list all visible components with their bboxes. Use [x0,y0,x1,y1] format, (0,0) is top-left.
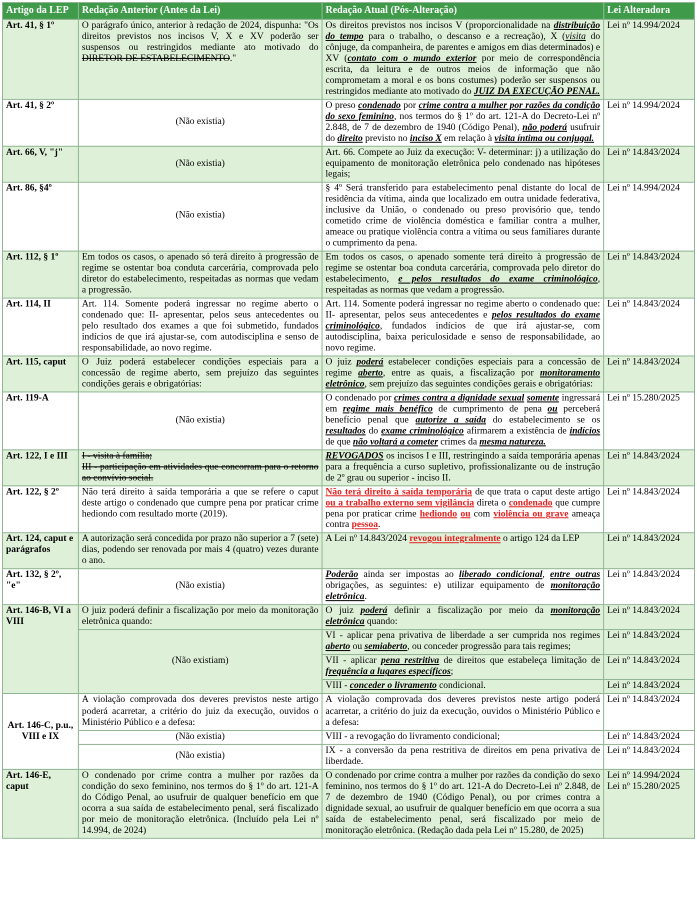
current-text-cell [322,655,604,680]
text-run: . [364,592,367,603]
text-run: , respeitadas as normas que vedam a progressão. [325,274,601,296]
table-row [2,533,694,569]
article-cell: Art. 115, caput [2,356,78,392]
text-run: com [470,509,494,520]
emphasis-text: conceder o livramento [349,681,437,692]
previous-text-cell [78,251,322,298]
emphasis-text: resultados [325,426,366,437]
table-row [2,182,694,251]
text-run: obrigações, as seguintes: e) utilizar equipamento de [325,581,551,592]
emphasis-text: pelos resultados do exame criminológico [325,310,601,332]
text-run: ; [450,667,454,678]
law-reference: Lei nº 15.280/2025 [607,393,680,404]
current-text-cell [322,251,604,298]
text-run: por meio de correspondência escrita, da leitura e de outros meios de informação que não comprometam a moral e os bons costumes) poderão ser suspensos ou restringidos mediante ato motivado do [325,53,601,97]
emphasis-text: visita [565,31,586,42]
emphasis-text: mesma natureza. [479,437,546,448]
previous-text-cell [78,486,322,533]
text-run: Em todos os casos, o apenado somente terá direito à progressão de regime se ostentar boa conduta carcerária, comprovada pelo diretor do estabelecimento, [325,252,601,285]
text-run: Art. 114. Somente poderá ingressar no regime aberto o condenado que: II- apresentar, pelos seus antecedentes ou pelo resultado dos exames a que foi submetido, fundados indícios de que irá ajustar-se, com autodisciplina e senso de responsabilidade, ao novo regime. [81,299,319,354]
emphasis-text: monitoração eletrônica [325,581,601,603]
text-run: de que trata o caput deste artigo [472,487,601,498]
previous-text-cell: O juiz poderá definir a fiscalização por meio da monitoração eletrônica quando: [78,605,322,630]
current-text-cell [322,569,604,605]
text-run: . [377,520,381,531]
article-cell: Art. 122, I e III [2,450,78,486]
law-reference: Lei nº 14.843/2024 [607,570,680,581]
emphasis-text: REVOGADOS [325,451,384,462]
emphasis-text: crime contra a mulher por razões da condição do sexo feminino [325,100,601,122]
table-row [2,298,694,356]
text-run: condicional. [436,681,486,692]
article-cell: Art. 114, II [2,298,78,356]
law-cell: Lei nº 14.843/2024 [604,680,695,694]
emphasis-text: pena restritiva [380,656,440,667]
law-cell: Lei nº 14.843/2024 [604,694,695,730]
previous-text-cell [78,19,322,99]
emphasis-text: III - participação em atividades que concorram para o retorno ao convívio social. [81,462,319,484]
text-run: por [400,100,419,111]
table-row-146c-viii [2,730,694,744]
text-run: para o trabalho, o descanso e a recreação), X ( [363,31,566,42]
emphasis-text: indícios [569,426,601,437]
text-run: O preso [325,100,359,111]
emphasis-text: não poderá [522,122,568,133]
text-run: usufruir do [325,122,601,144]
previous-text-cell: (Não existia) [78,730,322,744]
emphasis-text: frequência a lugares específicos [325,667,451,678]
table-row-146c-ix [2,744,694,769]
law-reference: Lei nº 15.280/2025 [607,781,680,792]
text-run: , [542,570,551,581]
article-cell: Art. 146-E, caput [2,769,78,838]
text-run: ingressará em [325,393,601,415]
law-reference: Lei nº 14.843/2024 [607,451,680,462]
current-text-cell [322,680,604,694]
article-cell: Art. 112, § 1º [2,251,78,298]
law-cell [604,569,695,605]
emphasis-text: e pelos resultados do exame criminológico [398,274,598,285]
emphasis-text: crimes contra a dignidade sexual [394,393,525,404]
text-run: VI - aplicar pena privativa de liberdade a ser cumprida nos regimes [325,631,601,642]
current-text-cell [322,19,604,99]
emphasis-text: condenado [508,498,553,509]
text-run: O parágrafo único, anterior à redação de 2024, dispunha: "Os direitos previstos nos incisos V, X e XV poderão ser suspensos ou restringidos mediante ato motivado do [81,20,319,53]
law-cell: Lei nº 14.843/2024 [604,655,695,680]
table-row [2,392,694,450]
previous-text-cell: A violação comprovada dos deveres previstos neste artigo poderá acarretar, a critério do juiz da execução, ouvidos o Ministério Público e a defesa: [78,694,322,730]
law-cell [604,450,695,486]
law-cell [604,486,695,533]
emphasis-text: ou a trabalho externo sem vigilância [325,498,475,509]
table-row [2,486,694,533]
text-run: , fundados indícios de que irá ajustar-se, com autodisciplina, baixa periculosidade e senso de responsabilidade, ao novo regime. [325,321,601,354]
law-cell: Lei nº 14.843/2024 [604,744,695,769]
emphasis-text: pessoa [351,520,378,531]
text-run: (Não existia) [175,415,225,426]
emphasis-text: regime mais benéfico [342,404,433,415]
law-reference: Lei nº 14.843/2024 [607,299,680,310]
text-run: afirmarem a existência de [463,426,570,437]
current-text-cell [322,392,604,450]
current-text-cell: VIII - a revogação do livramento condicional; [322,730,604,744]
article-cell: Art. 146-C, p.u., VIII e IX [2,694,78,769]
text-run: O Juiz poderá estabelecer condições especiais para a concessão de regime aberto, sem prejuízo das seguintes condições gerais e obrigatórias: [81,357,319,390]
text-run: , entre as quais, a fiscalização por [382,368,541,379]
law-cell: Lei nº 14.843/2024 [604,605,695,630]
emphasis-text: revogou integralmente [409,534,501,545]
text-run: Art. 66. Compete ao Juiz da execução: V- determinar: j) a utilização do equipamento de monitoração eletrônica pelo condenado nas hipóteses legais; [325,147,601,180]
previous-text-cell [78,298,322,356]
text-run: os incisos I e III, restringindo a saída temporária apenas para a frequência a curso supletivo, profissionalizante ou de instrução de 2º grau ou superior - inciso II. [325,451,601,484]
table-row [2,99,694,146]
text-run: quando: [364,617,398,628]
text-run: Os direitos previstos nos incisos V (proporcionalidade na [325,20,554,31]
emphasis-text: autorize a saída [415,415,487,426]
text-run: VII - aplicar [325,656,381,667]
emphasis-text: aberto [358,368,383,379]
lep-amendments-table [2,2,695,838]
emphasis-text: liberado condicional [459,570,543,581]
emphasis-text: direito [337,133,363,144]
law-reference: Lei nº 14.843/2024 [607,147,680,158]
current-text-cell [322,533,604,569]
emphasis-text: poderá [356,357,384,368]
emphasis-text: monitoramento eletrônico [325,368,601,390]
emphasis-text: ou [547,404,558,415]
table-row-146b-vi [2,630,694,655]
emphasis-text: Poderão [325,570,359,581]
law-reference: Lei nº 14.843/2024 [607,357,680,368]
previous-text-cell [78,569,322,605]
text-run: , nos termos do § 1º do art. 121-A do Decreto-Lei nº 2.848, de 7 de dezembro de 1940 (Código Penal), [325,111,601,133]
emphasis-text: Não terá direito à saída temporária [325,487,473,498]
current-text-cell: IX - a conversão da pena restritiva de direitos em pena privativa de liberdade. [322,744,604,769]
current-text-cell [322,450,604,486]
text-run: Em todos os casos, o apenado só terá direito à progressão de regime se ostentar boa conduta carcerária, comprovada pelo diretor do estabelecimento, respeitadas as normas que vedam a progressão. [81,252,319,296]
text-run: (Não existia) [175,117,225,128]
previous-text-cell [78,450,322,486]
article-cell: Art. 41, § 1º [2,19,78,99]
emphasis-text: exame criminológico [381,426,464,437]
text-run: o artigo 124 da LEP [500,534,580,545]
header-redacao-anterior: Redação Anterior (Antes da Lei) [78,2,322,19]
text-run: direta o [474,498,509,509]
emphasis-text: semiaberto [364,642,408,653]
law-cell [604,19,695,99]
text-run: O juiz [325,606,361,617]
text-run: de direitos que estabeleça limitação de [439,656,601,667]
emphasis-text: JUIZ DA EXECUÇÃO PENAL. [473,86,600,97]
current-text-cell [322,146,604,182]
text-run: ameaça contra [325,509,601,531]
text-run: A Lei nº 14.843/2024 [325,534,410,545]
text-run: crimes da [438,437,480,448]
text-run: O condenado por [325,393,395,404]
text-run: do [365,426,382,437]
document-page [2,2,695,905]
text-run: que cumpre pena por praticar crime [325,498,601,520]
emphasis-text: contato com o mundo exterior [347,53,477,64]
previous-text-cell [78,533,322,569]
text-run: Não terá direito à saída temporária a que se refere o caput deste artigo o condenado que cumpre pena por praticar crime hediondo com resultado morte (2019). [81,487,319,520]
table-row [2,251,694,298]
previous-text-cell [78,146,322,182]
table-header-row [2,2,694,19]
table-row [2,356,694,392]
text-run: em relação à [441,133,495,144]
previous-text-cell: O condenado por crime contra a mulher por razões da condição do sexo feminino, nos termos do § 1º do art. 121-A do Código Penal, ao usufruir de qualquer benefício em que ocorra a sua saída de estabelecimento penal, será fiscalizado por meio de monitoração eletrônica. (Incluído pela Lei nº 14.994, de 2024) [78,769,322,838]
law-cell [604,251,695,298]
current-text-cell: O condenado por crime contra a mulher por razões da condição do sexo feminino, nos termos do § 1º do art. 121-A do Decreto-Lei nº 2.848, de 7 de dezembro de 1940 (Código Penal), ou por crimes contra a dignidade sexual, ao usufruir de qualquer benefício em que ocorra a sua saída de estabelecimento penal, será fiscalizado por meio de monitoração eletrônica. (Redação dada pela Lei nº 15.280, de 2025) [322,769,604,838]
header-redacao-atual: Redação Atual (Pós-Alteração) [322,2,604,19]
previous-text-cell: (Não existiam) [78,630,322,694]
emphasis-text: violência ou grave [493,509,569,520]
current-text-cell [322,356,604,392]
current-text-cell [322,486,604,533]
table-row-146b-intro [2,605,694,630]
header-lei-alteradora: Lei Alteradora [604,2,695,19]
law-reference: Lei nº 14.843/2024 [607,252,680,263]
article-cell: Art. 122, § 2º [2,486,78,533]
text-run: do cônjuge, da companheira, de parentes e amigos em dias determinados) e XV ( [325,31,601,64]
text-run: VIII - [325,681,350,692]
law-reference: Lei nº 14.994/2024 [607,20,680,31]
emphasis-text: somente [526,393,560,404]
current-text-cell [322,182,604,251]
text-run: definir a fiscalização por meio da [387,606,551,617]
law-reference: Lei nº 14.843/2024 [607,487,680,498]
text-run: de que [325,437,353,448]
article-cell: Art. 41, § 2º [2,99,78,146]
current-text-cell [322,298,604,356]
text-run: , sem prejuízo das seguintes condições gerais e obrigatórias: [364,379,593,390]
previous-text-cell [78,356,322,392]
law-cell [604,533,695,569]
emphasis-text: monitoração eletrônica [325,606,601,628]
emphasis-text: entre outras [550,570,601,581]
emphasis-text: ou [460,509,471,520]
text-run: do estabelecimento se os [486,415,601,426]
text-run: ainda ser impostas ao [358,570,460,581]
current-text-cell [322,99,604,146]
emphasis-text: condenado [358,100,401,111]
header-artigo: Artigo da LEP [2,2,78,19]
law-cell [604,99,695,146]
emphasis-text: poderá [360,606,388,617]
text-run: O juiz [325,357,357,368]
previous-text-cell [78,99,322,146]
law-cell [604,392,695,450]
previous-text-cell [78,182,322,251]
table-row [2,146,694,182]
previous-text-cell [78,392,322,450]
emphasis-text: aberto [325,642,351,653]
law-cell [604,146,695,182]
law-reference: Lei nº 14.843/2024 [607,534,680,545]
law-cell: Lei nº 14.843/2024 [604,630,695,655]
current-text-cell [322,605,604,630]
emphasis-text: I - visita à família; [81,451,152,462]
law-reference: Lei nº 14.994/2024 [607,100,680,111]
text-run: ou [350,642,365,653]
law-reference: Lei nº 14.994/2024 [607,770,680,781]
article-cell: Art. 86, §4º [2,182,78,251]
text-run: Art. 114. Somente poderá ingressar no regime aberto o condenado que: II- apresentar, pelos seus antecedentes e [325,299,601,321]
text-run: (Não existia) [175,581,225,592]
previous-text-cell: (Não existia) [78,744,322,769]
law-cell [604,356,695,392]
text-run: (Não existia) [175,211,225,222]
text-run: perceberá benefício penal que [325,404,601,426]
table-row-146c-intro [2,694,694,730]
law-cell: Lei nº 14.843/2024 [604,730,695,744]
emphasis-text: hediondo [419,509,458,520]
emphasis-text: inciso X [409,133,442,144]
article-cell: Art. 124, caput e parágrafos [2,533,78,569]
table-row [2,569,694,605]
text-run: estabelecer condições especiais para a concessão de regime [325,357,601,379]
text-run: § 4º Será transferido para estabelecimento penal distante do local de residência da vítima, ainda que localizado em outra unidade federativa, inclusive da União, o condenado ou preso provisório que, tendo cometido crime de violência doméstica e familiar contra a mulher, ameace ou pratique violência contra a vítima ou seus familiares durante o cumprimento da pena. [325,183,601,249]
text-run: ." [229,53,237,64]
text-run: previsto no [362,133,410,144]
emphasis-text: visita íntima ou conjugal. [494,133,595,144]
emphasis-text: distribuição do tempo [325,20,601,42]
table-row [2,450,694,486]
emphasis-text: não voltará a cometer [352,437,439,448]
current-text-cell: A violação comprovada dos deveres previstos neste artigo poderá acarretar, a critério do juiz da execução, ouvidos o Ministério Público e a defesa: [322,694,604,730]
article-cell: Art. 119-A [2,392,78,450]
text-run: , ou conceder progressão para tais regimes; [407,642,571,653]
law-reference: Lei nº 14.994/2024 [607,183,680,194]
current-text-cell [322,630,604,655]
text-run: (Não existia) [175,158,225,169]
table-row-146e [2,769,694,838]
article-cell: Art. 132, § 2º, "e" [2,569,78,605]
article-cell: Art. 66, V, "j" [2,146,78,182]
article-cell: Art. 146-B, VI a VIII [2,605,78,694]
emphasis-text: DIRETOR DE ESTABELECIMENTO [81,53,230,64]
law-cell [604,182,695,251]
table-row [2,19,694,99]
law-cell [604,769,695,838]
text-run: de cumprimento de pena [432,404,548,415]
law-cell [604,298,695,356]
text-run: A autorização será concedida por prazo não superior a 7 (sete) dias, podendo ser renovada por mais 4 (quatro) vezes durante o ano. [81,534,319,567]
